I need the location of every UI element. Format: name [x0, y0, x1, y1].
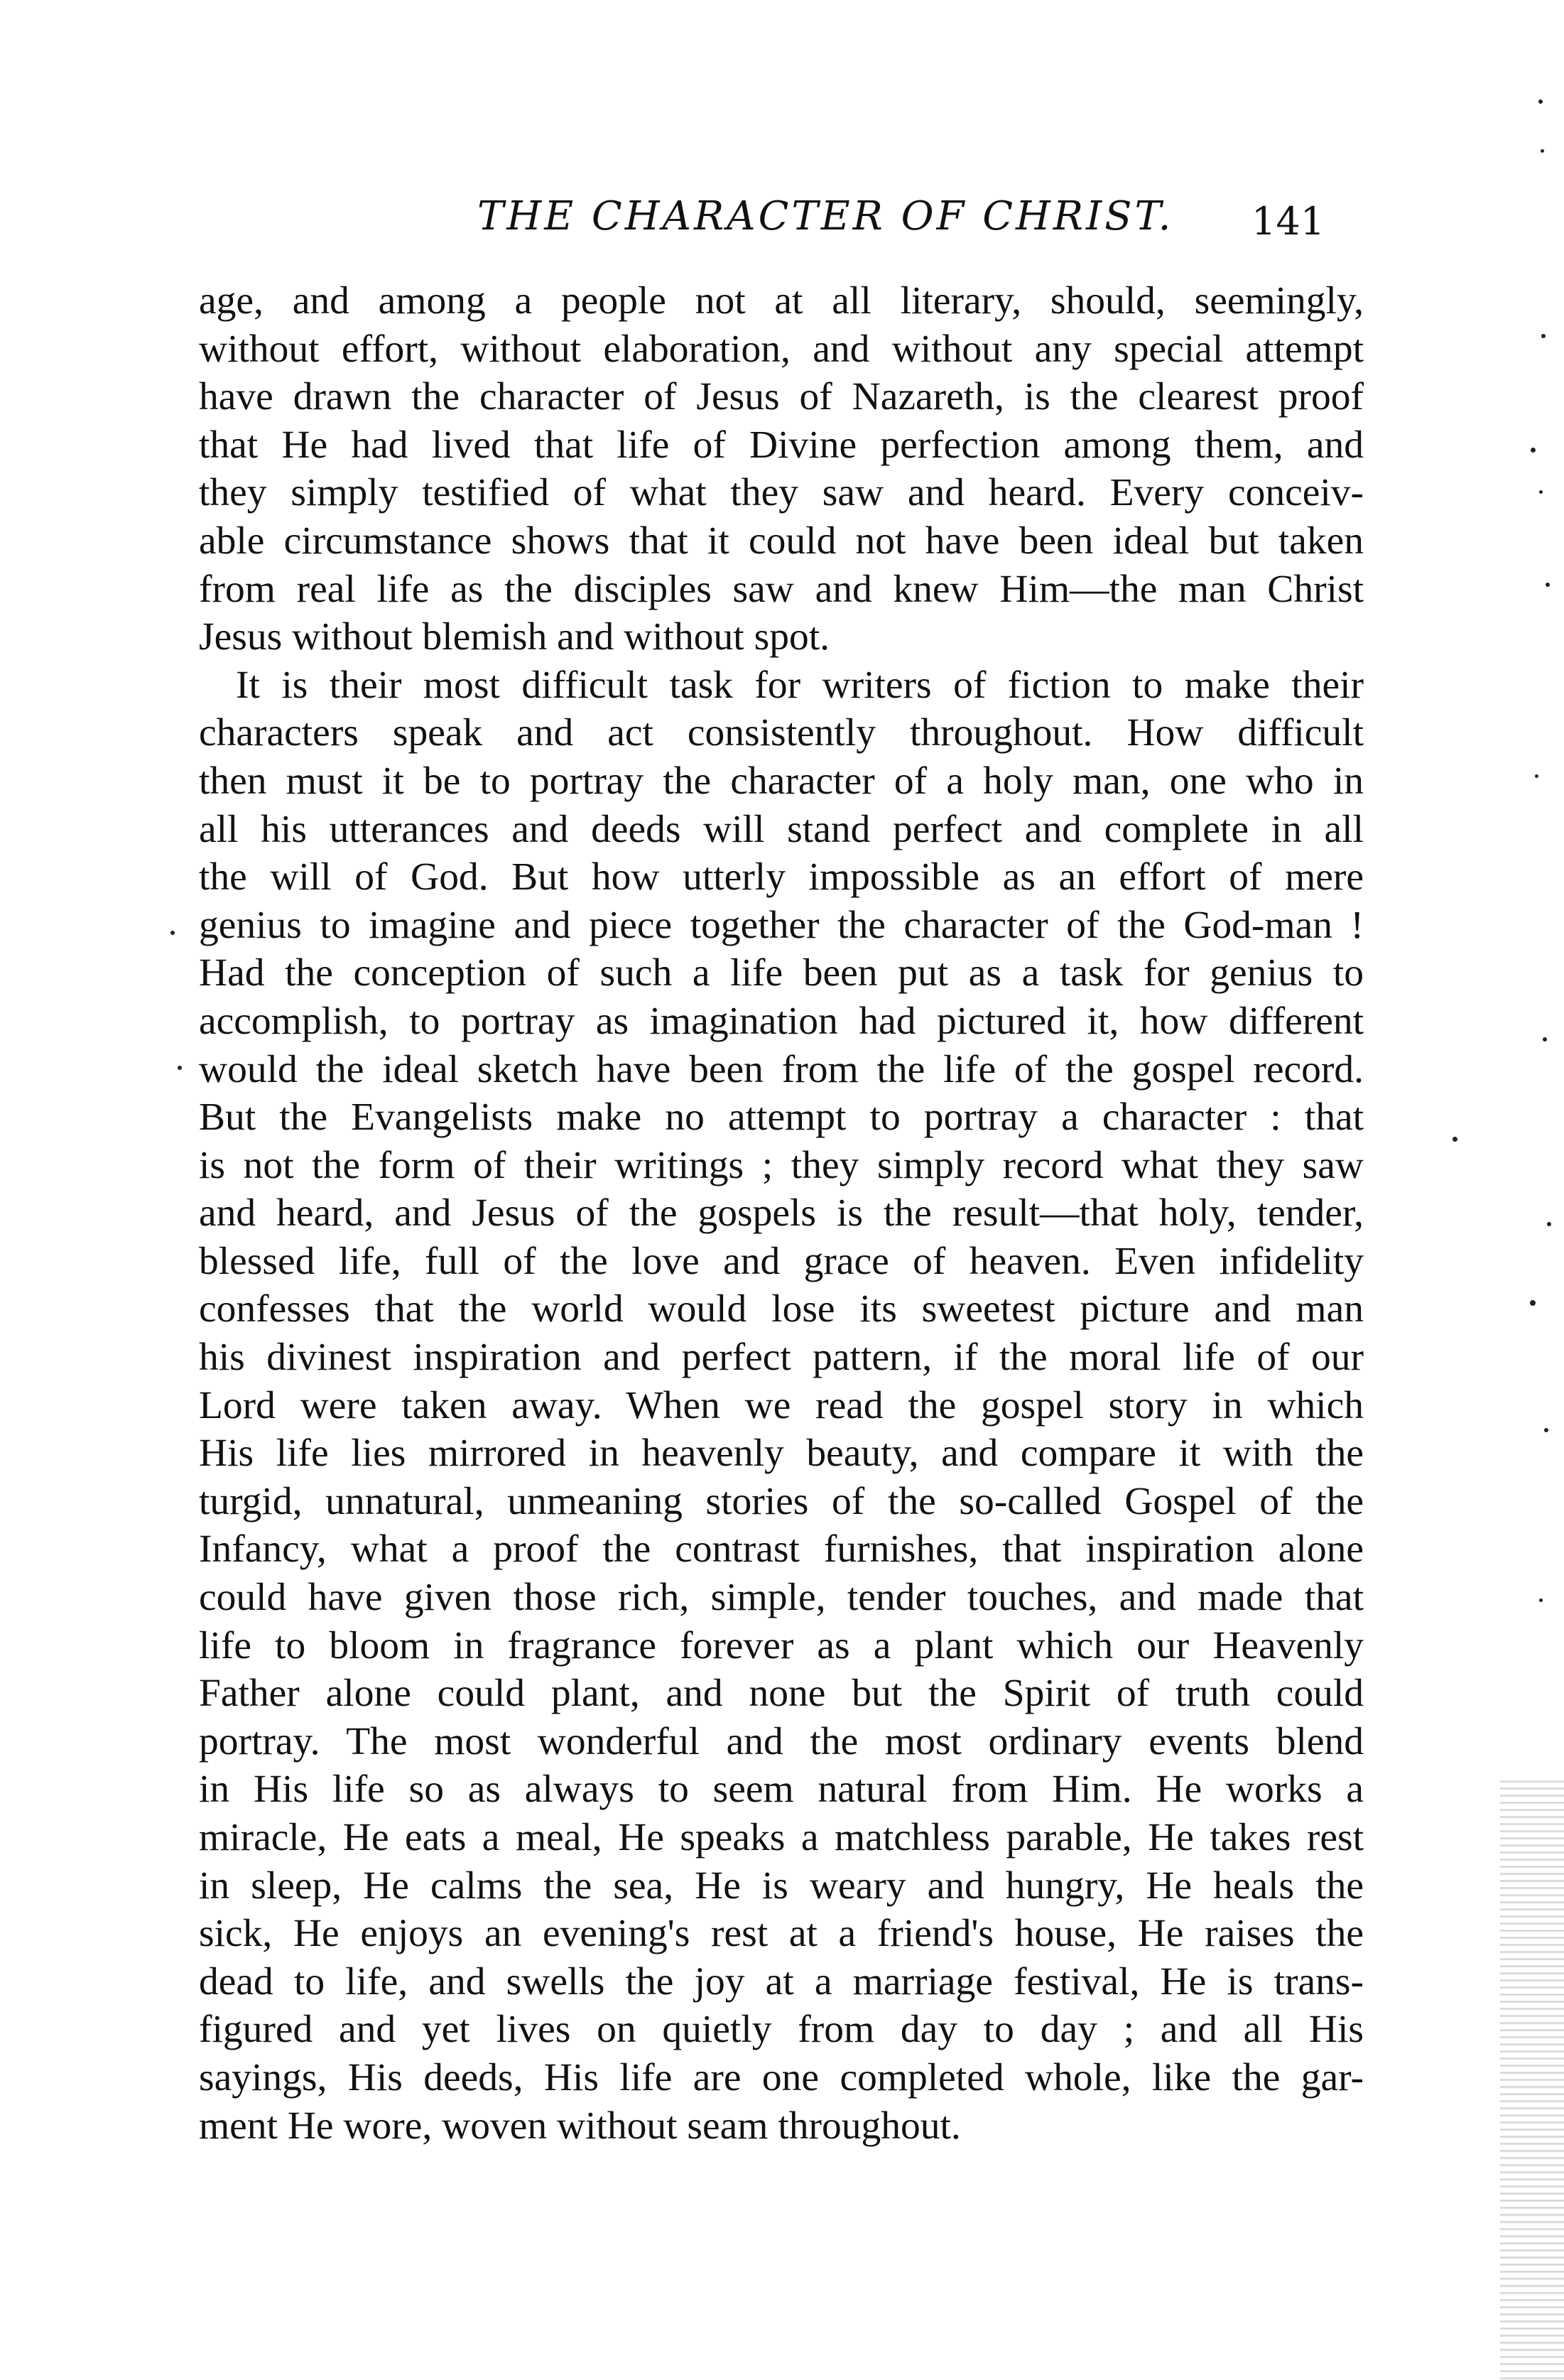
scan-speck — [178, 1066, 182, 1070]
text-line: have drawn the character of Jesus of Nazareth, is the clearest proof — [199, 375, 1364, 419]
scan-speck — [1539, 490, 1543, 494]
text-line: But the Evangelists make no attempt to portray a character : that — [199, 1096, 1364, 1140]
text-line: It is their most difficult task for writers of fiction to make their — [236, 663, 1364, 707]
text-line: the will of God. But how utterly impossible as an effort of mere — [199, 855, 1364, 899]
text-line: sayings, His deeds, His life are one completed whole, like the gar- — [199, 2055, 1364, 2099]
text-line: Jesus without blemish and without spot. — [199, 615, 830, 659]
text-line: Infancy, what a proof the contrast furnishes, that inspiration alone — [199, 1527, 1364, 1572]
text-line: then must it be to portray the character of a holy man, one who in — [199, 759, 1364, 803]
text-line: portray. The most wonderful and the most ordinary events blend — [199, 1719, 1364, 1763]
text-line: age, and among a people not at all literary, should, seemingly, — [199, 279, 1364, 323]
scan-speck — [1535, 774, 1538, 778]
scan-speck — [1543, 1037, 1547, 1042]
text-line: Lord were taken away. When we read the gospel story in which — [199, 1383, 1364, 1427]
scan-speck — [1539, 1599, 1543, 1602]
scan-speck — [170, 931, 175, 935]
text-line: all his utterances and deeds will stand perfect and complete in all — [199, 807, 1364, 851]
scan-speck — [1541, 334, 1546, 338]
text-line: dead to life, and swells the joy at a marriage festival, He is trans- — [199, 1959, 1364, 2003]
scan-edge-noise — [1500, 1776, 1564, 2380]
running-title: THE CHARACTER OF CHRIST. — [477, 193, 1174, 239]
text-line: they simply testified of what they saw and heard. Every conceiv- — [199, 471, 1364, 515]
text-line: miracle, He eats a meal, He speaks a matchless parable, He takes rest — [199, 1816, 1364, 1859]
page-number: 141 — [1251, 199, 1325, 244]
text-line: and heard, and Jesus of the gospels is the result—that holy, tender, — [199, 1191, 1364, 1235]
text-line: life to bloom in fragrance forever as a plant which our Heavenly — [199, 1623, 1364, 1667]
text-line: without effort, without elaboration, and without any special attempt — [199, 327, 1364, 371]
scan-speck — [1544, 1428, 1548, 1432]
text-line: his divinest inspiration and perfect pattern, if the moral life of our — [199, 1336, 1364, 1380]
scan-speck — [1530, 1300, 1536, 1306]
text-line: turgid, unnatural, unmeaning stories of the so-called Gospel of the — [199, 1479, 1364, 1523]
scan-speck — [1547, 1222, 1551, 1226]
text-line: accomplish, to portray as imagination had pictured it, how different — [199, 999, 1364, 1043]
text-line: in sleep, He calms the sea, He is weary and hungry, He heals the — [199, 1864, 1364, 1908]
scan-speck — [1531, 448, 1536, 453]
text-line: in His life so as always to seem natural from Him. He works a — [199, 1768, 1364, 1812]
scan-speck — [1546, 583, 1550, 587]
scan-speck — [1452, 1137, 1457, 1142]
text-line: from real life as the disciples saw and knew Him—the man Christ — [199, 567, 1364, 611]
text-line: Father alone could plant, and none but the Spirit of truth could — [199, 1672, 1364, 1716]
text-line: characters speak and act consistently throughout. How difficult — [199, 711, 1364, 755]
text-line: ment He wore, woven without seam throughout. — [199, 2104, 961, 2148]
text-line: confesses that the world would lose its sweetest picture and man — [199, 1287, 1364, 1331]
text-line: Had the conception of such a life been put as a task for genius to — [199, 951, 1364, 995]
text-line: sick, He enjoys an evening's rest at a friend's house, He raises the — [199, 1912, 1364, 1956]
scan-speck — [1538, 99, 1543, 104]
text-line: could have given those rich, simple, tender touches, and made that — [199, 1576, 1364, 1620]
text-line: blessed life, full of the love and grace of heaven. Even infidelity — [199, 1239, 1364, 1283]
text-line: His life lies mirrored in heavenly beauty, and compare it with the — [199, 1432, 1364, 1476]
text-line: would the ideal sketch have been from the life of the gospel record. — [199, 1047, 1364, 1091]
scan-speck — [1541, 149, 1544, 153]
text-line: figured and yet lives on quietly from day to day ; and all His — [199, 2008, 1364, 2052]
text-line: is not the form of their writings ; they simply record what they saw — [199, 1143, 1364, 1187]
text-line: genius to imagine and piece together the character of the God-man ! — [199, 903, 1364, 947]
text-line: able circumstance shows that it could not have been ideal but taken — [199, 519, 1364, 563]
text-line: that He had lived that life of Divine perfection among them, and — [199, 423, 1364, 467]
body-text — [199, 277, 1364, 2150]
